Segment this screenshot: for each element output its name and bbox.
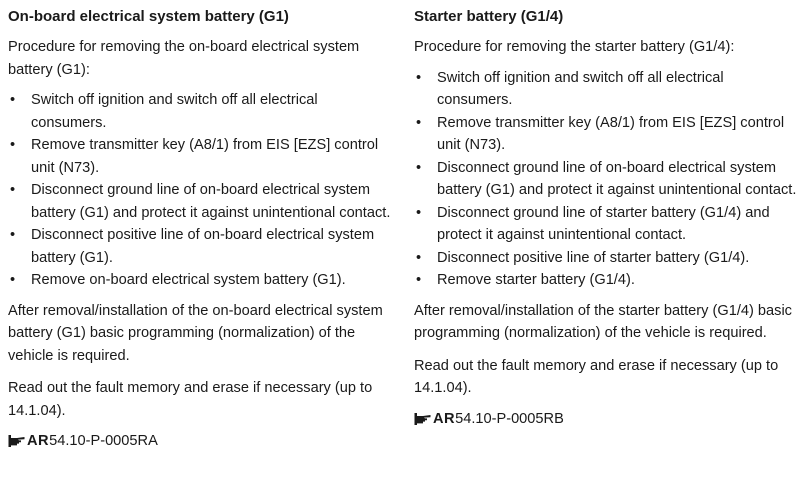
fault-memory-note: Read out the fault memory and erase if necessary (up to 14.1.04). — [414, 357, 779, 396]
section-title: Starter battery (G1/4) — [414, 8, 564, 25]
list-item: • Disconnect positive line of starter battery (G1/4). — [414, 247, 797, 270]
reference-prefix: AR — [433, 410, 456, 427]
section-title: On-board electrical system battery (G1) — [8, 8, 289, 25]
document-reference-link[interactable] — [414, 408, 797, 431]
list-item: • Disconnect ground line of on-board electrical system battery (G1) and protect it against unintentional contact. — [8, 179, 393, 224]
list-item: • Remove starter battery (G1/4). — [414, 269, 797, 292]
list-item: • Disconnect ground line of on-board electrical system battery (G1) and protect it against unintentional contact. — [414, 157, 797, 202]
reference-code: 54.10-P-0005RB — [455, 410, 564, 427]
procedure-steps — [414, 67, 797, 292]
procedure-steps — [8, 89, 393, 292]
programming-note: After removal/installation of the on-board electrical system battery (G1) basic programming (normalization) of the vehicle is required. — [8, 302, 383, 364]
programming-note: After removal/installation of the starter battery (G1/4) basic programming (normalization) of the vehicle is required. — [414, 302, 792, 341]
section-onboard-battery — [8, 6, 393, 453]
list-item: • Switch off ignition and switch off all electrical consumers. — [414, 67, 797, 112]
list-item: • Switch off ignition and switch off all electrical consumers. — [8, 89, 393, 134]
procedure-intro: Procedure for removing the starter battery (G1/4): — [414, 39, 735, 55]
pointing-hand-icon — [414, 412, 432, 426]
list-item: • Disconnect ground line of starter battery (G1/4) and protect it against unintentional contact. — [414, 202, 797, 247]
reference-code: 54.10-P-0005RA — [49, 433, 158, 449]
reference-prefix: AR — [27, 433, 50, 449]
procedure-intro: Procedure for removing the on-board electrical system battery (G1): — [8, 39, 360, 78]
section-starter-battery — [414, 6, 797, 430]
list-item: • Disconnect positive line of on-board electrical system battery (G1). — [8, 224, 393, 269]
list-item: • Remove transmitter key (A8/1) from EIS [EZS] control unit (N73). — [414, 112, 797, 157]
pointing-hand-icon — [8, 434, 26, 448]
fault-memory-note: Read out the fault memory and erase if necessary (up to 14.1.04). — [8, 380, 373, 419]
list-item: • Remove transmitter key (A8/1) from EIS [EZS] control unit (N73). — [8, 134, 393, 179]
list-item: • Remove on-board electrical system battery (G1). — [8, 269, 393, 292]
document-reference-link[interactable] — [8, 430, 393, 453]
